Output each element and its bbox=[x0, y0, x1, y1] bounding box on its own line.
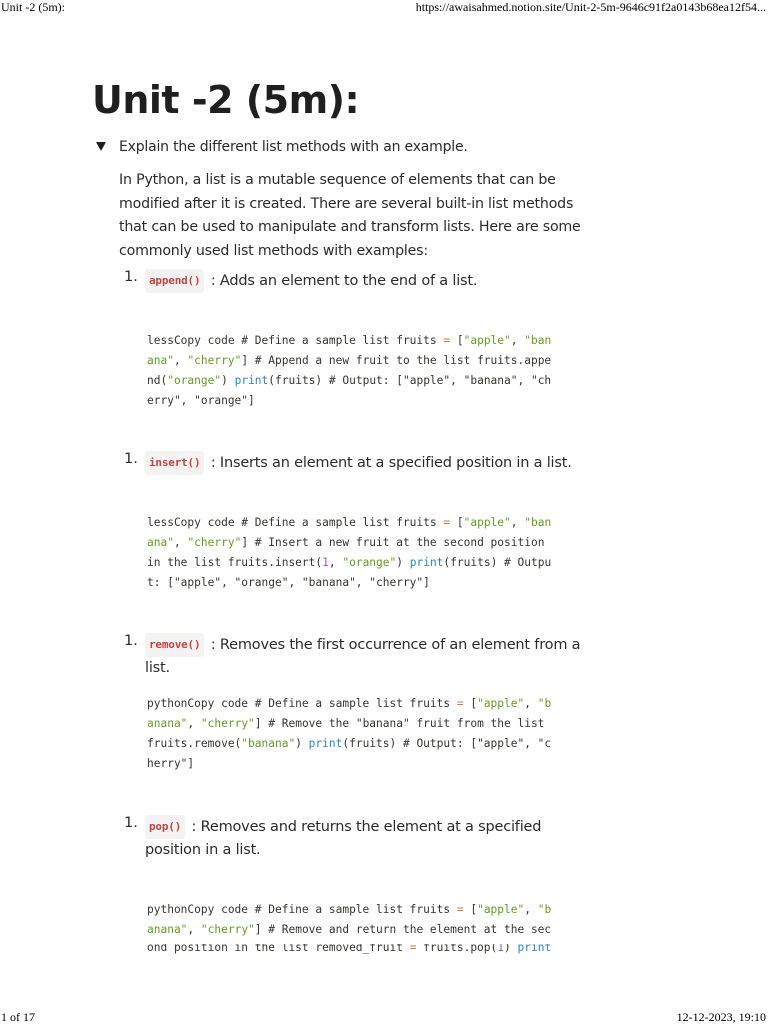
list-item-number: 1. bbox=[124, 633, 138, 649]
toggle-triangle-icon[interactable] bbox=[96, 142, 106, 151]
print-timestamp: 12-12-2023, 19:10 bbox=[676, 1010, 766, 1024]
method-description: : Removes the first occurrence of an element from a list. bbox=[145, 637, 581, 676]
code-line-clipped bbox=[140, 944, 590, 958]
method-code: insert() bbox=[145, 451, 204, 475]
page-title: Unit -2 (5m): bbox=[92, 78, 360, 122]
code-line: in the list fruits.insert(1, "orange") print(fruits) # Outpu bbox=[147, 556, 552, 569]
code-block bbox=[147, 694, 579, 774]
code-line: t: ["apple", "orange", "banana", "cherry"] bbox=[147, 576, 430, 589]
list-item-number: 1. bbox=[124, 269, 138, 285]
list-item-text bbox=[145, 815, 585, 861]
code-line: ana", "cherry"] # Append a new fruit to the list fruits.appe bbox=[147, 354, 552, 367]
list-item-text bbox=[145, 633, 585, 679]
method-code: remove() bbox=[145, 633, 204, 657]
code-block bbox=[147, 331, 579, 411]
code-line: herry"] bbox=[147, 757, 195, 770]
code-line: erry", "orange"] bbox=[147, 394, 255, 407]
list-item-text bbox=[145, 451, 585, 475]
code-line: anana", "cherry"] # Remove the "banana" fruit from the list bbox=[147, 717, 545, 730]
code-line: ond position in the list removed_fruit = fruits.pop(1) print bbox=[147, 944, 552, 954]
method-description: : Removes and returns the element at a specified position in a list. bbox=[145, 819, 542, 858]
code-block bbox=[147, 513, 579, 593]
code-line: anana", "cherry"] # Remove and return the element at the sec bbox=[147, 923, 552, 936]
list-item-number: 1. bbox=[124, 815, 138, 831]
code-line: pythonCopy code # Define a sample list fruits = ["apple", "b bbox=[147, 697, 552, 710]
list-item-text bbox=[145, 269, 585, 293]
code-line: fruits.remove("banana") print(fruits) # Output: ["apple", "c bbox=[147, 737, 552, 750]
code-line: pythonCopy code # Define a sample list fruits = ["apple", "b bbox=[147, 903, 552, 916]
code-line: lessCopy code # Define a sample list fruits = ["apple", "ban bbox=[147, 334, 552, 347]
method-code: append() bbox=[145, 269, 204, 293]
print-header bbox=[0, 0, 768, 16]
toggle-label[interactable]: Explain the different list methods with an example. bbox=[119, 139, 468, 155]
print-header-title: Unit -2 (5m): bbox=[1, 0, 65, 14]
method-description: : Inserts an element at a specified position in a list. bbox=[210, 455, 572, 471]
print-header-url[interactable]: https://awaisahmed.notion.site/Unit-2-5m-9646c91f2a0143b68ea12f54... bbox=[415, 0, 766, 14]
method-code: pop() bbox=[145, 815, 185, 839]
code-line: ana", "cherry"] # Insert a new fruit at the second position bbox=[147, 536, 545, 549]
code-block bbox=[147, 900, 579, 940]
method-description: : Adds an element to the end of a list. bbox=[210, 273, 478, 289]
intro-paragraph: In Python, a list is a mutable sequence of elements that can be modified after it is created. There are several built-in list methods that can be used to manipulate and transform lists. Here are some commonly used list methods with examples: bbox=[119, 172, 581, 259]
page-counter: 1 of 17 bbox=[1, 1010, 35, 1024]
list-item-number: 1. bbox=[124, 451, 138, 467]
code-line: lessCopy code # Define a sample list fruits = ["apple", "ban bbox=[147, 516, 552, 529]
code-line: nd("orange") print(fruits) # Output: ["apple", "banana", "ch bbox=[147, 374, 552, 387]
